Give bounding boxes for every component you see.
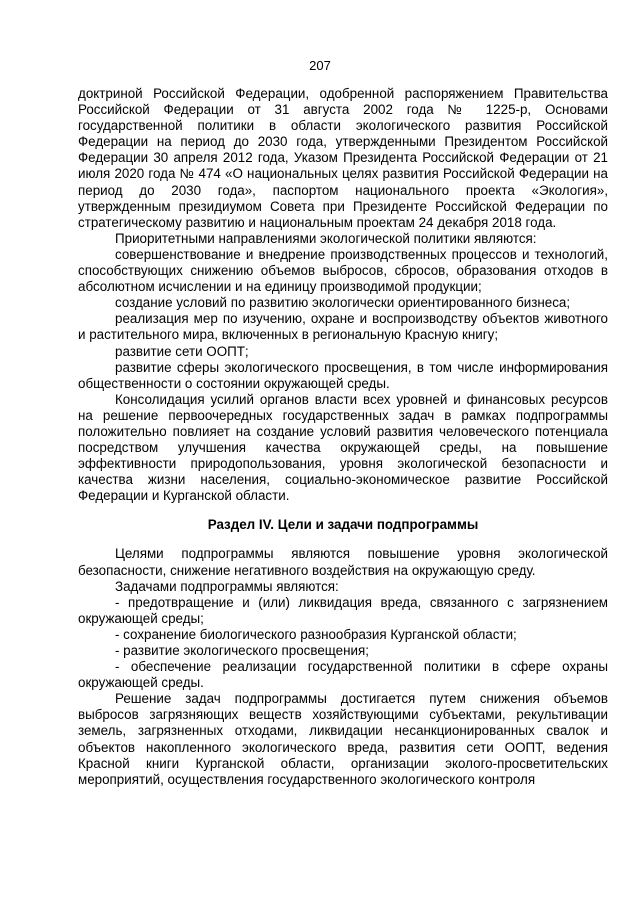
- page-number: 207: [309, 58, 331, 73]
- list-item-task-harm-prevention: - предотвращение и (или) ликвидация вреда, связанного с загрязнением окружающей среды;: [78, 594, 608, 626]
- paragraph-goals: Целями подпрограммы являются повышение уровня экологической безопасности, снижение негативного воздействия на окружающую среду.: [78, 546, 608, 578]
- paragraph-solution: Решение задач подпрограммы достигается путем снижения объемов выбросов загрязняющих веществ хозяйствующими субъектами, рекультивации земель, загрязненных отходами, ликвидации несанкционированных свалок и объектов накопленного экологического вреда, развития сети ООПТ, ведения Красной книги Курганской области, организации эколого-просветительских мероприятий, осуществления государственного экологического контроля: [78, 691, 608, 787]
- list-item-production-processes: совершенствование и внедрение производственных процессов и технологий, способствующих снижению объемов выбросов, сбросов, образования отходов в абсолютном исчислении и на единицу производимой продукции;: [78, 246, 608, 295]
- list-item-task-eco-education: - развитие экологического просвещения;: [115, 643, 369, 658]
- list-item-eco-education: развитие сферы экологического просвещения, в том числе информирования общественности о состоянии окружающей среды.: [78, 359, 608, 391]
- list-item-protected-areas: развитие сети ООПТ;: [115, 343, 249, 359]
- list-item-wildlife-protection: реализация мер по изучению, охране и воспроизводству объектов животного и растительного мира, включенных в региональную Красную книгу;: [78, 311, 608, 343]
- paragraph-consolidation: Консолидация усилий органов власти всех уровней и финансовых ресурсов на решение первоочередных государственных задач в рамках подпрограммы положительно повлияет на создание условий развития человеческого потенциала посредством улучшения качества окружающей среды, на повышение эффективности природопользования, уровня экологической безопасности и качества жизни населения, социально-экономическое развитие Российской Федерации и Курганской области.: [78, 391, 608, 504]
- list-item-task-policy: - обеспечение реализации государственной политики в сфере охраны окружающей среды.: [78, 659, 608, 691]
- list-item-eco-business: создание условий по развитию экологически ориентированного бизнеса;: [115, 295, 571, 311]
- list-item-task-biodiversity: - сохранение биологического разнообразия Курганской области;: [115, 626, 517, 642]
- paragraph-legal-basis: доктриной Российской Федерации, одобренной распоряжением Правительства Российской Федерации от 31 августа 2002 года № 1225-р, Основами государственной политики в области экологического развития Российской Федерации на период до 2030 года, утвержденными Президентом Российской Федерации 30 апреля 2012 года, Указом Президента Российской Федерации от 21 июля 2020 года № 474 «О национальных целях развития Российской Федерации на период до 2030 года», паспортом национального проекта «Экология», утвержденным президиумом Совета при Президенте Российской Федерации по стратегическому развитию и национальным проектам 24 декабря 2018 года.: [78, 86, 608, 230]
- page-body: [78, 86, 608, 788]
- paragraph-tasks-intro: Задачами подпрограммы являются:: [115, 578, 339, 594]
- section-heading: Раздел IV. Цели и задачи подпрограммы: [207, 517, 479, 533]
- paragraph-priorities-intro: Приоритетными направлениями экологической политики являются:: [115, 230, 537, 246]
